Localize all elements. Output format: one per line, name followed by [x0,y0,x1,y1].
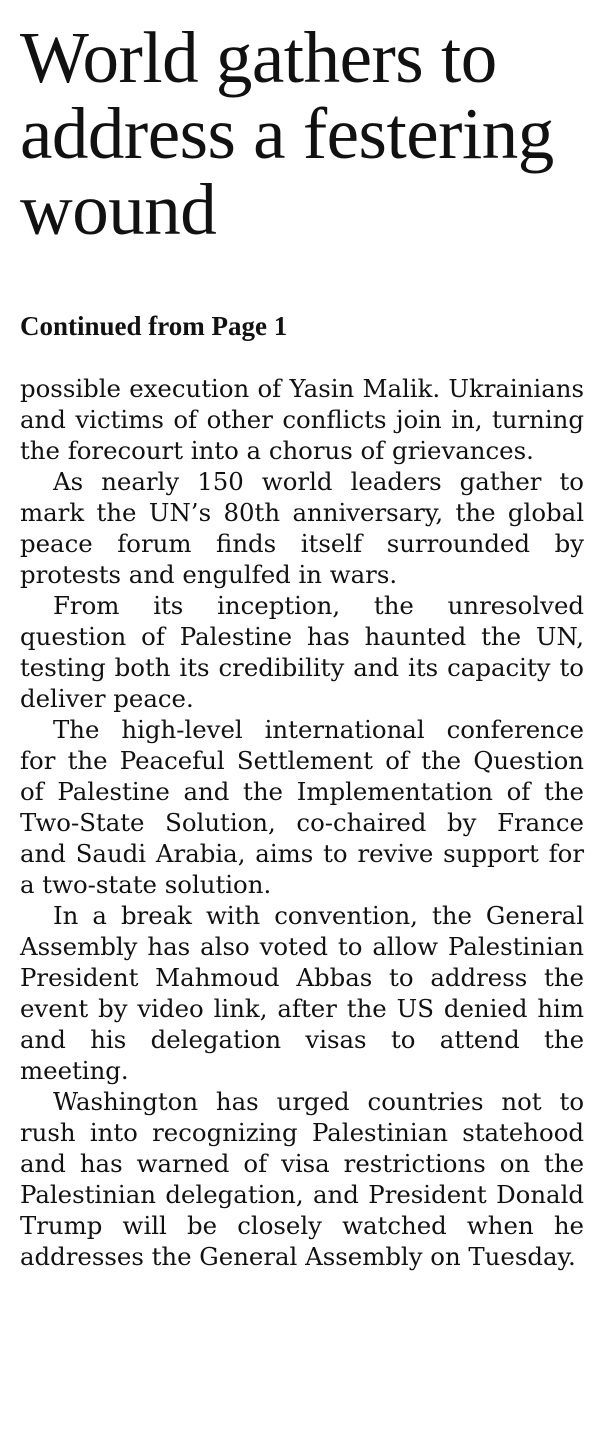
continued-from-label: Continued from Page 1 [20,311,288,341]
article [20,0,584,1271]
paragraph-2: As nearly 150 world leaders gather to mark the UN’s 80th anniversary, the global peace forum finds itself surrounded by protests and engulfed in wars. [20,467,584,589]
paragraph-6: Washington has urged countries not to rush into recognizing Palestinian statehood and has warned of visa restrictions on the Palestinian delegation, and President Donald Trump will be closely watched when he addresses the General Assembly on Tuesday. [20,1087,584,1271]
article-body [20,373,584,1272]
paragraph-4: The high-level international conference for the Peaceful Settlement of the Question of Palestine and the Implementation of the Two-State Solution, co-chaired by France and Saudi Arabia, aims to revive support for a two-state solution. [20,715,584,899]
headline: World gathers to address a festering wound [20,17,554,250]
paragraph-3: From its inception, the unresolved question of Palestine has haunted the UN, testing both its credibility and its capacity to deliver peace. [20,591,584,713]
paragraph-5: In a break with convention, the General Assembly has also voted to allow Palestinian President Mahmoud Abbas to address the event by video link, after the US denied him and his delegation visas to attend the meeting. [20,901,584,1085]
paragraph-1: possible execution of Yasin Malik. Ukrainians and victims of other conflicts join in, turning the forecourt into a chorus of grievances. [20,374,584,465]
